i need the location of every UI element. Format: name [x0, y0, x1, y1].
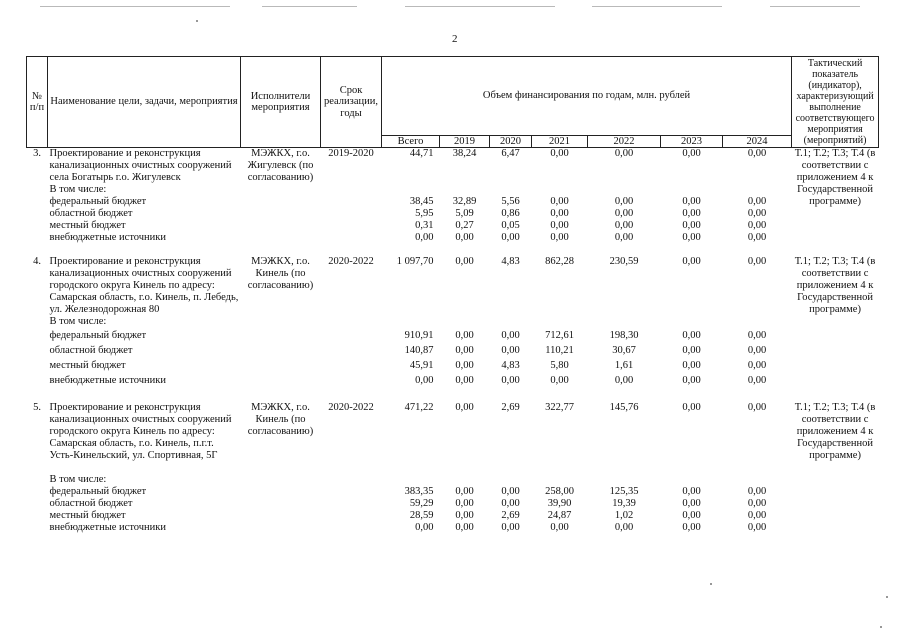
header-term: Срок реализации, годы — [321, 57, 382, 148]
source-value: 32,89 — [452, 196, 477, 207]
source-value: 0,00 — [455, 344, 474, 356]
source-value: 0,00 — [550, 220, 569, 231]
header-year: 2020 — [490, 135, 532, 148]
total-value: 4,83 — [501, 256, 520, 267]
scan-speck — [196, 20, 198, 22]
page-number: 2 — [452, 33, 458, 45]
source-value: 5,95 — [415, 208, 434, 219]
source-row — [27, 196, 879, 208]
header-year: 2022 — [588, 135, 661, 148]
project-number: 3. — [33, 148, 41, 159]
subheading-row — [27, 474, 879, 486]
source-label: областной бюджет — [49, 344, 133, 356]
source-value: 0,00 — [747, 220, 767, 231]
source-label: внебюджетные источники — [49, 374, 167, 386]
total-value: 0,00 — [747, 402, 767, 413]
source-value: 0,00 — [501, 232, 520, 243]
project-number: 4. — [33, 256, 41, 267]
source-row — [27, 220, 879, 232]
total-value: 862,28 — [545, 256, 574, 267]
source-value: 0,00 — [501, 329, 520, 341]
header-indicator: Тактический показатель (индикатор), характеризующий выполнение соответствующего мероприятия (мероприятий) — [792, 57, 879, 148]
total-value: 44,71 — [409, 148, 434, 159]
source-value: 0,00 — [501, 486, 520, 497]
source-value: 0,00 — [747, 486, 767, 497]
source-value: 0,00 — [415, 522, 434, 533]
source-label: местный бюджет — [49, 510, 126, 521]
source-row — [27, 328, 879, 343]
total-value: 1 097,70 — [396, 256, 434, 267]
header-no: № п/п — [27, 57, 48, 148]
source-value: 0,86 — [501, 208, 520, 219]
source-row — [27, 498, 879, 510]
source-value: 0,00 — [682, 498, 701, 509]
header-year: 2024 — [723, 135, 792, 148]
project-indicator: Т.1; Т.2; Т.3; Т.4 (в соответствии с приложением 4 к Государственной программе) — [794, 256, 876, 315]
source-value: 383,35 — [404, 486, 434, 497]
source-value: 0,00 — [682, 510, 701, 521]
scan-line — [592, 6, 722, 7]
total-value: 0,00 — [614, 148, 634, 159]
source-value: 2,69 — [501, 510, 520, 521]
scan-speck — [886, 596, 888, 598]
source-value: 0,00 — [614, 232, 634, 243]
total-value: 0,00 — [682, 402, 701, 413]
total-value: 0,00 — [455, 256, 474, 267]
header-year: 2023 — [661, 135, 723, 148]
source-label: областной бюджет — [49, 208, 133, 219]
source-value: 712,61 — [545, 329, 574, 341]
source-value: 0,00 — [747, 498, 767, 509]
scan-line — [262, 6, 357, 7]
source-value: 0,05 — [501, 220, 520, 231]
source-value: 0,00 — [614, 522, 634, 533]
scan-speck — [710, 583, 712, 585]
source-value: 0,00 — [682, 208, 701, 219]
source-label: внебюджетные источники — [49, 522, 167, 533]
project-term: 2020-2022 — [328, 256, 374, 267]
project-term: 2020-2022 — [328, 402, 374, 413]
source-label: федеральный бюджет — [49, 486, 147, 497]
total-value: 38,24 — [452, 148, 477, 159]
source-value: 910,91 — [404, 329, 434, 341]
source-value: 0,00 — [747, 208, 767, 219]
header-name: Наименование цели, задачи, мероприятия — [48, 57, 241, 148]
header-row — [27, 57, 879, 136]
total-value: 145,76 — [609, 402, 639, 413]
source-label: федеральный бюджет — [49, 329, 147, 341]
source-value: 19,39 — [612, 498, 636, 509]
source-value: 0,00 — [682, 220, 701, 231]
header-year: Всего — [382, 135, 440, 148]
source-value: 4,83 — [501, 359, 520, 371]
source-value: 0,00 — [614, 374, 634, 386]
total-value: 0,00 — [682, 148, 701, 159]
source-label: местный бюджет — [49, 220, 126, 231]
source-row — [27, 208, 879, 220]
header-funding: Объем финансирования по годам, млн. рублей — [382, 57, 792, 136]
project-indicator: Т.1; Т.2; Т.3; Т.4 (в соответствии с приложением 4 к Государственной программе) — [794, 402, 876, 461]
header-year: 2019 — [440, 135, 490, 148]
source-value: 0,00 — [747, 374, 767, 386]
source-value: 110,21 — [545, 344, 574, 356]
source-value: 140,87 — [404, 344, 434, 356]
total-value: 230,59 — [609, 256, 639, 267]
source-value: 24,87 — [547, 510, 572, 521]
source-value: 0,00 — [682, 486, 701, 497]
source-value: 0,00 — [682, 196, 701, 207]
source-row — [27, 522, 879, 534]
source-value: 125,35 — [609, 486, 639, 497]
total-value: 322,77 — [545, 402, 574, 413]
source-value: 0,00 — [501, 374, 520, 386]
project-executors: МЭЖКХ, г.о. Кинель (по согласованию) — [247, 402, 314, 437]
source-value: 30,67 — [612, 344, 636, 356]
source-value: 45,91 — [409, 359, 434, 371]
project-executors: МЭЖКХ, г.о. Кинель (по согласованию) — [247, 256, 314, 291]
source-value: 0,00 — [614, 220, 634, 231]
source-value: 28,59 — [409, 510, 434, 521]
subheading-row — [27, 184, 879, 196]
source-value: 0,00 — [747, 196, 767, 207]
source-value: 0,00 — [550, 522, 569, 533]
source-label: местный бюджет — [49, 359, 126, 371]
source-value: 0,00 — [682, 374, 701, 386]
source-value: 0,31 — [415, 220, 434, 231]
source-value: 5,09 — [455, 208, 474, 219]
subheading: В том числе: — [49, 474, 107, 485]
source-row — [27, 486, 879, 498]
source-value: 0,00 — [455, 359, 474, 371]
source-value: 0,00 — [747, 344, 767, 356]
source-label: внебюджетные источники — [49, 232, 167, 243]
source-value: 0,00 — [682, 522, 701, 533]
source-value: 5,56 — [501, 196, 520, 207]
source-value: 59,29 — [409, 498, 434, 509]
source-label: областной бюджет — [49, 498, 133, 509]
source-value: 0,00 — [747, 522, 767, 533]
source-value: 258,00 — [545, 486, 574, 497]
total-value: 0,00 — [682, 256, 701, 267]
source-value: 0,00 — [455, 232, 474, 243]
source-value: 198,30 — [609, 329, 639, 341]
subheading-row — [27, 316, 879, 328]
source-value: 0,00 — [682, 344, 701, 356]
source-value: 0,00 — [550, 208, 569, 219]
spacer-row — [27, 244, 879, 256]
spacer-row — [27, 388, 879, 402]
source-value: 5,80 — [550, 359, 569, 371]
project-executors: МЭЖКХ, г.о. Жигулевск (по согласованию) — [247, 148, 314, 183]
source-value: 0,00 — [455, 374, 474, 386]
source-value: 0,00 — [682, 359, 701, 371]
project-name: Проектирование и реконструкция канализационных очистных сооружений села Богатырь г.о. Жигулевск — [49, 148, 232, 183]
source-value: 0,00 — [614, 208, 634, 219]
financing-table — [26, 56, 879, 534]
source-value: 0,00 — [415, 374, 434, 386]
header-year: 2021 — [532, 135, 588, 148]
total-value: 471,22 — [404, 402, 434, 413]
scan-line — [405, 6, 555, 7]
source-value: 0,00 — [455, 329, 474, 341]
source-value: 0,00 — [747, 510, 767, 521]
source-value: 0,00 — [455, 522, 474, 533]
source-value: 0,00 — [614, 196, 634, 207]
project-name: Проектирование и реконструкция канализационных очистных сооружений городского округа Кинель по адресу: Самарская область, г.о. Кинель, п.г.т. Усть-Кинельский, ул. Спортивная, 5Г — [49, 402, 232, 461]
source-value: 0,00 — [550, 232, 569, 243]
source-value: 39,90 — [547, 498, 572, 509]
source-row — [27, 232, 879, 244]
scan-line — [770, 6, 860, 7]
project-row — [27, 256, 879, 316]
source-value: 0,00 — [455, 498, 474, 509]
header-executors: Исполнители мероприятия — [241, 57, 321, 148]
scan-speck — [880, 626, 882, 628]
source-value: 0,27 — [455, 220, 474, 231]
project-term: 2019-2020 — [328, 148, 374, 159]
source-row — [27, 373, 879, 388]
source-value: 0,00 — [550, 374, 569, 386]
source-value: 1,02 — [614, 510, 634, 521]
total-value: 6,47 — [501, 148, 520, 159]
project-row — [27, 148, 879, 185]
source-value: 0,00 — [455, 510, 474, 521]
project-number: 5. — [33, 402, 41, 413]
source-value: 0,00 — [747, 329, 767, 341]
source-value: 1,61 — [614, 359, 634, 371]
total-value: 0,00 — [747, 148, 767, 159]
source-value: 0,00 — [501, 498, 520, 509]
project-row — [27, 402, 879, 474]
subheading: В том числе: — [49, 184, 107, 195]
total-value: 0,00 — [455, 402, 474, 413]
source-value: 0,00 — [682, 329, 701, 341]
source-value: 0,00 — [501, 522, 520, 533]
source-value: 0,00 — [550, 196, 569, 207]
total-value: 0,00 — [550, 148, 569, 159]
source-value: 0,00 — [682, 232, 701, 243]
source-label: федеральный бюджет — [49, 196, 147, 207]
source-value: 0,00 — [415, 232, 434, 243]
source-row — [27, 358, 879, 373]
source-value: 0,00 — [747, 359, 767, 371]
source-row — [27, 343, 879, 358]
source-value: 38,45 — [409, 196, 434, 207]
scan-line — [40, 6, 230, 7]
source-value: 0,00 — [501, 344, 520, 356]
source-row — [27, 510, 879, 522]
project-name: Проектирование и реконструкция канализационных очистных сооружений городского округа Кинель по адресу: Самарская область, г.о. Кинель, п. Лебедь, ул. Железнодорожная 80 — [49, 256, 239, 315]
subheading: В том числе: — [49, 316, 107, 327]
total-value: 2,69 — [501, 402, 520, 413]
source-value: 0,00 — [747, 232, 767, 243]
project-indicator: Т.1; Т.2; Т.3; Т.4 (в соответствии с приложением 4 к Государственной программе) — [794, 148, 876, 207]
source-value: 0,00 — [455, 486, 474, 497]
total-value: 0,00 — [747, 256, 767, 267]
